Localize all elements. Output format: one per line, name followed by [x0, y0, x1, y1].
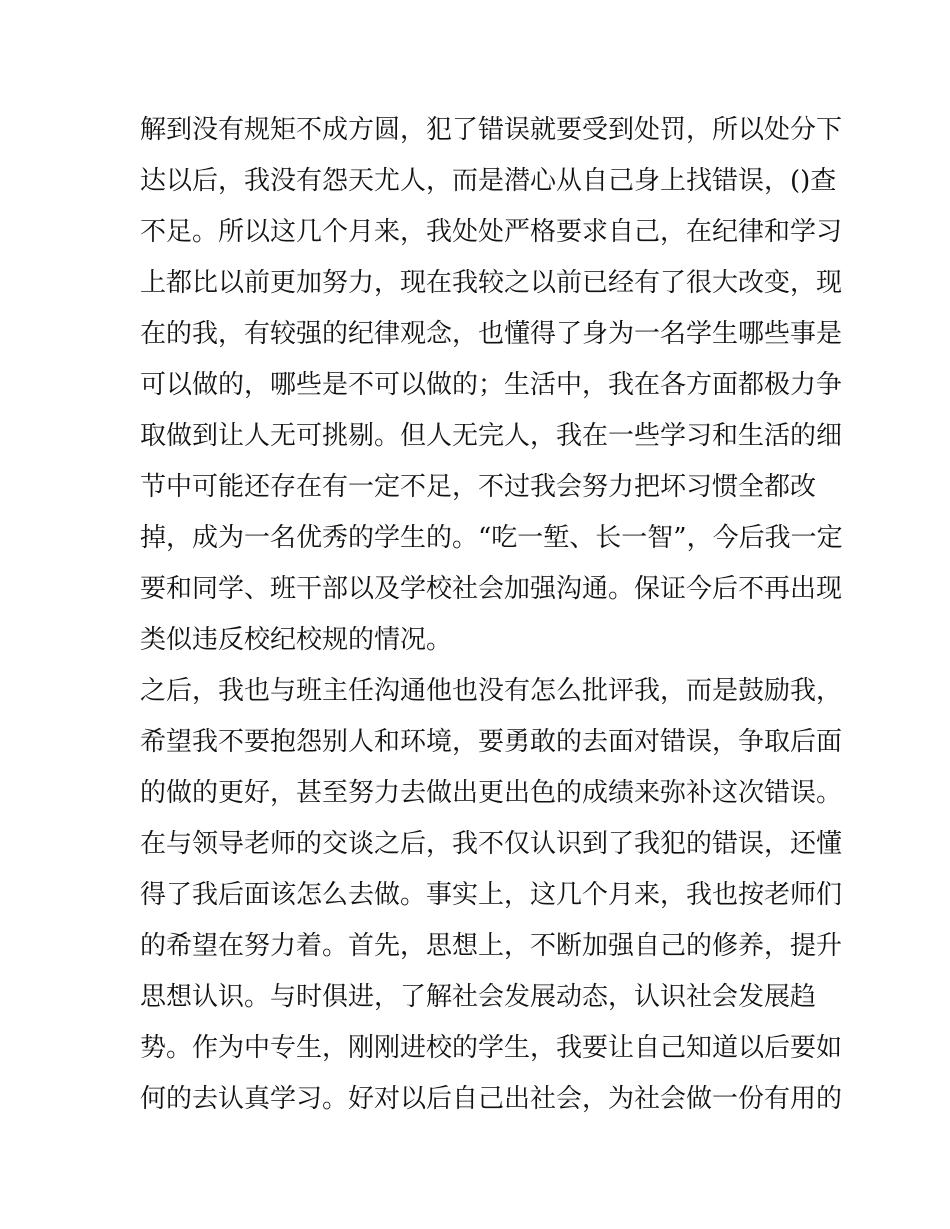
text-line: 达以后，我没有怨天尤人，而是潜心从自己身上找错误，()查	[140, 166, 837, 196]
text-line: 之后，我也与班主任沟通他也没有怎么批评我，而是鼓励我，	[140, 676, 843, 706]
text-line: 的希望在努力着。首先，思想上，不断加强自己的修养，提升	[140, 931, 843, 961]
body-text	[140, 110, 843, 1130]
text-line: 要和同学、班干部以及学校社会加强沟通。保证今后不再出现	[140, 574, 843, 604]
text-line: 思想认识。与时俱进，了解社会发展动态，认识社会发展趋	[140, 982, 817, 1012]
text-line: 节中可能还存在有一定不足，不过我会努力把坏习惯全都改	[140, 472, 817, 502]
text-line: 不足。所以这几个月来，我处处严格要求自己，在纪律和学习	[140, 217, 843, 247]
text-line: 解到没有规矩不成方圆，犯了错误就要受到处罚，所以处分下	[140, 115, 843, 145]
text-line: 上都比以前更加努力，现在我较之以前已经有了很大改变，现	[140, 268, 843, 298]
text-line: 势。作为中专生，刚刚进校的学生，我要让自己知道以后要如	[140, 1033, 843, 1063]
text-line: 类似违反校纪校规的情况。	[140, 625, 453, 655]
text-line: 得了我后面该怎么去做。事实上，这几个月来，我也按老师们	[140, 880, 843, 910]
text-line: 掉，成为一名优秀的学生的。“吃一堑、长一智”，今后我一定	[140, 523, 843, 553]
text-line: 在的我，有较强的纪律观念，也懂得了身为一名学生哪些事是	[140, 319, 843, 349]
text-line: 在与领导老师的交谈之后，我不仅认识到了我犯的错误，还懂	[140, 829, 843, 859]
text-line: 希望我不要抱怨别人和环境，要勇敢的去面对错误，争取后面	[140, 727, 843, 757]
text-line: 的做的更好，甚至努力去做出更出色的成绩来弥补这次错误。	[140, 778, 843, 808]
text-line: 可以做的，哪些是不可以做的；生活中，我在各方面都极力争	[140, 370, 843, 400]
text-line: 何的去认真学习。好对以后自己出社会，为社会做一份有用的	[140, 1084, 843, 1114]
text-line: 取做到让人无可挑剔。但人无完人，我在一些学习和生活的细	[140, 421, 843, 451]
